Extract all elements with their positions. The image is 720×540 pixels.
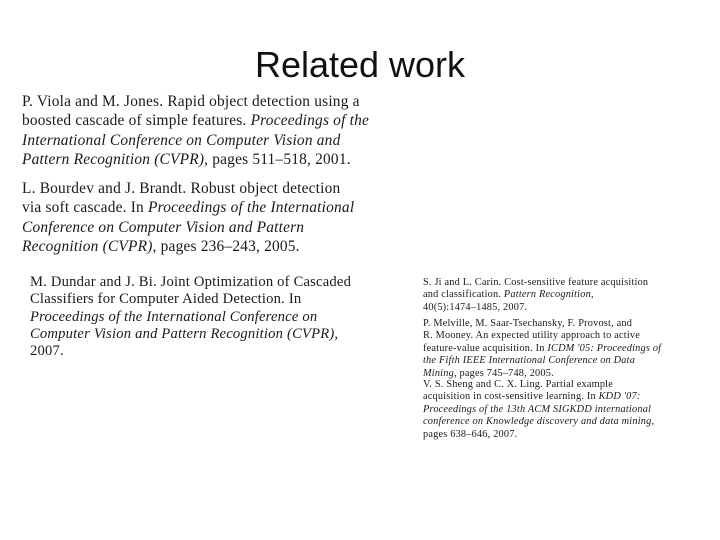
reference-text: P. Melville, M. Saar-Tsechansky, F. Provost, and [423,318,633,329]
reference-line [30,309,351,326]
reference-italic-text: KDD '07: [598,391,641,403]
reference-text: 2007. [30,343,64,360]
reference-melville [423,318,661,380]
reference-text: R. Mooney. An expected utility approach to active [423,330,641,342]
reference-line [423,289,648,301]
reference-italic-text: Proceedings of the [250,112,370,130]
reference-italic-text: Proceedings of the International Conference on [30,308,318,325]
reference-line [423,391,654,403]
reference-line [423,343,661,355]
reference-text: boosted cascade of simple features. [22,112,251,130]
reference-line [22,218,354,237]
reference-line [22,179,354,198]
reference-line [423,429,654,441]
reference-italic-text: Recognition (CVPR) [22,237,153,255]
reference-line [423,330,661,342]
reference-text: M. Dundar and J. Bi. Joint Optimization of Cascaded [30,274,352,290]
reference-line [30,291,351,308]
reference-italic-text: Computer Vision and Pattern Recognition (CVPR) [30,325,335,342]
reference-line [22,198,354,217]
reference-line [423,379,654,391]
reference-text: , pages 511–518, 2001. [204,150,351,168]
reference-italic-text: Proceedings of the International [148,199,355,217]
reference-line [423,404,654,416]
reference-line [423,277,648,289]
reference-ji-carin [423,277,648,314]
reference-text: via soft cascade. In [22,199,148,217]
reference-viola-jones [22,92,369,169]
reference-line [30,343,351,360]
reference-text: L. Bourdev and J. Brandt. Robust object detection [22,180,341,197]
reference-text: , [590,289,594,301]
reference-text: feature-value acquisition. In [423,342,548,354]
reference-text: , [651,416,655,428]
reference-text: P. Viola and M. Jones. Rapid object detection using a [22,93,360,110]
reference-text: , pages 236–243, 2005. [152,237,300,255]
reference-italic-text: Conference on Computer Vision and Pattern [22,218,305,236]
reference-bourdev-brandt [22,179,354,256]
reference-line [22,131,369,150]
reference-text: , [334,325,339,342]
reference-line [22,237,354,256]
reference-italic-text: Pattern Recognition (CVPR) [22,150,205,168]
reference-text: acquisition in cost-sensitive learning. In [423,391,599,403]
reference-line [423,318,661,330]
reference-italic-text: the Fifth IEEE International Conference on Data [423,355,636,367]
reference-text: Classifiers for Computer Aided Detection. In [30,291,302,308]
reference-text: S. Ji and L. Carin. Cost-sensitive feature acquisition [423,277,649,288]
reference-sheng-ling [423,379,654,441]
reference-text: , pages 745–748, 2005. [453,367,554,379]
reference-italic-text: Mining [423,367,454,379]
reference-line [22,150,369,169]
reference-italic-text: ICDM '05: Proceedings of [547,342,662,354]
reference-italic-text: Proceedings of the 13th ACM SIGKDD international [423,403,652,415]
reference-text: pages 638–646, 2007. [423,428,518,440]
reference-line [423,302,648,314]
slide-title: Related work [254,44,466,85]
reference-text: and classification. [423,289,504,301]
reference-line [423,416,654,428]
reference-line [22,111,369,130]
reference-dundar-bi [30,274,351,360]
reference-italic-text: conference on Knowledge discovery and data mining [423,416,652,428]
reference-line [22,92,369,111]
reference-text: 40(5):1474–1485, 2007. [423,301,528,313]
reference-line [423,355,661,367]
reference-italic-text: International Conference on Computer Vision and [22,131,341,149]
reference-text: V. S. Sheng and C. X. Ling. Partial example [423,379,614,390]
reference-line [30,326,351,343]
reference-line [30,274,351,291]
reference-italic-text: Pattern Recognition [503,289,591,301]
